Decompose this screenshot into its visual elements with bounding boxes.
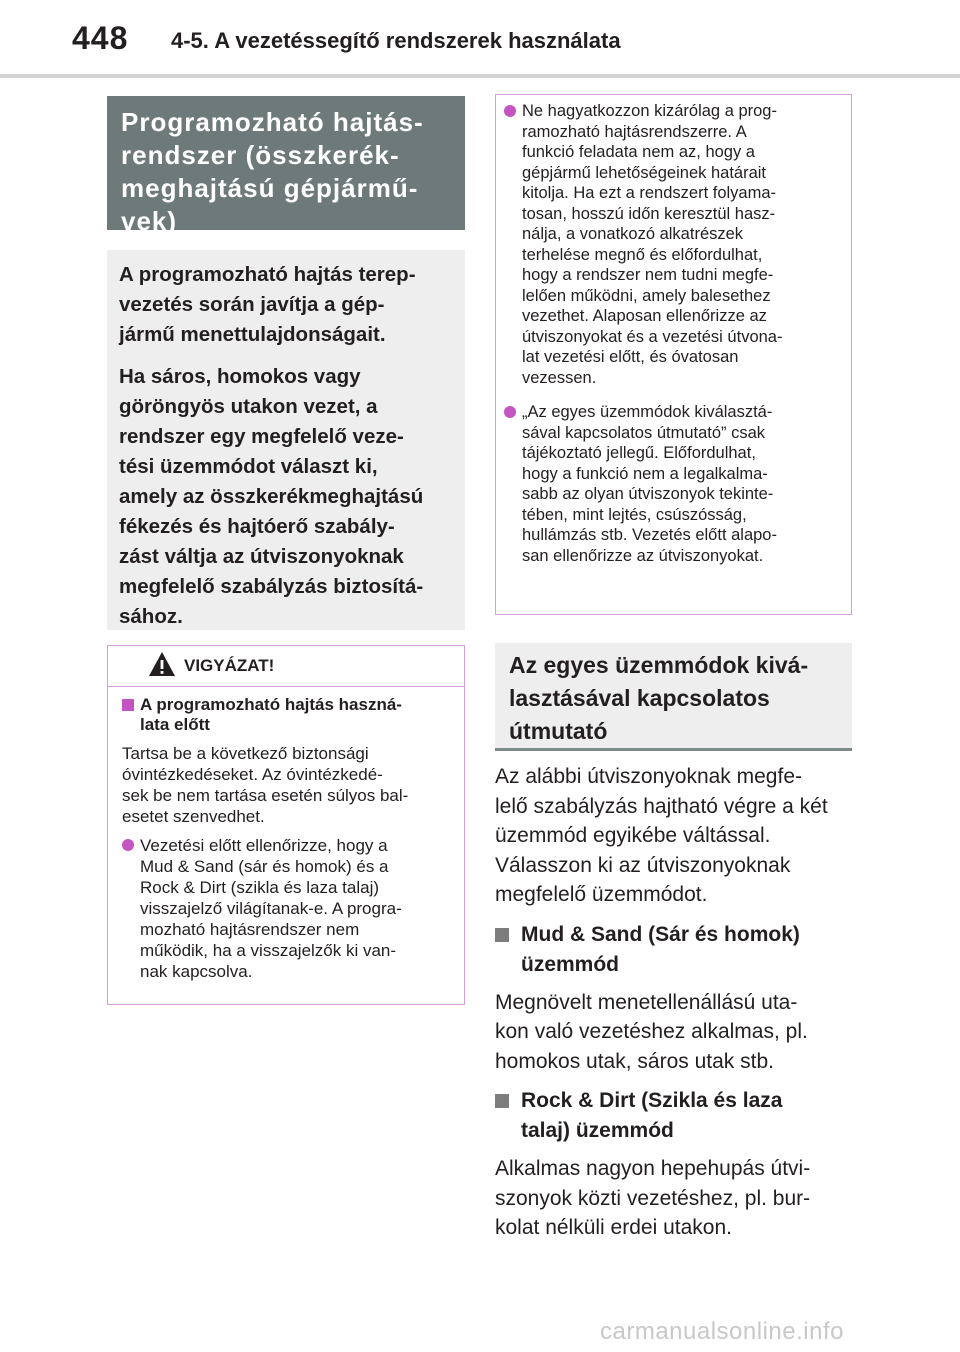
- subheading-text: [140, 695, 402, 735]
- text-line: Vezetési előtt ellenőrizze, hogy a: [140, 836, 388, 855]
- text-line: lelően működni, amely balesethez: [522, 286, 771, 305]
- mode-guide-intro: [495, 762, 852, 910]
- section-title-box: [107, 96, 465, 236]
- text-line: lata előtt: [140, 715, 210, 734]
- warning-box: [107, 645, 465, 1005]
- text-line: gépjármű lehetőségeinek határait: [522, 163, 766, 182]
- warning-header: [108, 646, 464, 687]
- text-line: Mud & Sand (Sár és homok): [521, 922, 800, 946]
- text-line: lelő szabályzás hajtható végre a két: [495, 794, 828, 818]
- text-line: megfelelő szabályzás biztosítá-: [119, 575, 424, 598]
- text-line: talaj) üzemmód: [521, 1119, 674, 1142]
- text-line: útviszonyokat és a vezetési útvona-: [522, 327, 783, 346]
- text-line: sához.: [119, 605, 183, 628]
- text-line: „Az egyes üzemmódok kiválasztá-: [522, 403, 773, 421]
- round-bullet-icon: [504, 406, 516, 418]
- text-line: vezethet. Alaposan ellenőrizze az: [522, 307, 767, 325]
- text-line: rendszer egy megfelelő veze-: [119, 425, 404, 448]
- text-line: sek be nem tartása esetén súlyos bal-: [122, 786, 409, 805]
- text-line: sával kapcsolatos útmutató” csak: [522, 423, 766, 442]
- square-bullet-icon: [122, 699, 134, 711]
- text-line: tájékoztató jellegű. Előfordulhat,: [522, 444, 756, 462]
- bullet-text: [140, 835, 402, 982]
- text-line: homokos utak, sáros utak stb.: [495, 1049, 774, 1073]
- text-line: san ellenőrizze az útviszonyokat.: [522, 546, 764, 565]
- mode-description-rock-dirt: [495, 1154, 852, 1243]
- text-line: megfelelő üzemmódot.: [495, 883, 708, 906]
- round-bullet-icon: [122, 839, 134, 851]
- text-line: lat vezetési előtt, és óvatosan: [522, 348, 739, 366]
- text-line: visszajelző világítanak-e. A progra-: [140, 899, 402, 918]
- text-line: hullámzás stb. Vezetés előtt alapo-: [522, 526, 777, 544]
- section-title-line: meghajtású gépjármű-: [121, 173, 419, 203]
- text-line: tében, mint lejtés, csúszósság,: [522, 505, 747, 524]
- watermark: carmanualsonline.info: [600, 1318, 844, 1345]
- text-line: mozható hajtásrendszer nem: [140, 920, 360, 939]
- page-number: 448: [72, 20, 129, 56]
- text-line: hogy a funkció nem a legalkalma-: [522, 464, 768, 483]
- text-line: tosan, hosszú időn keresztül hasz-: [522, 204, 776, 223]
- warning-bullet: [122, 835, 450, 982]
- bullet-text: [522, 101, 782, 388]
- warning-triangle-icon: [148, 650, 176, 678]
- mode-heading-mud-sand: [495, 920, 852, 980]
- text-line: üzemmód: [521, 952, 620, 976]
- chapter-title: 4-5. A vezetéssegítő rendszerek használata: [171, 28, 621, 53]
- text-line: kolat nélküli erdei utakon.: [495, 1216, 732, 1239]
- round-bullet-icon: [504, 105, 516, 117]
- intro-box: [107, 250, 465, 630]
- text-line: nak kapcsolva.: [140, 962, 253, 981]
- mode-heading-text: [521, 920, 800, 980]
- square-bullet-icon: [495, 1094, 509, 1108]
- warning-text: [122, 743, 450, 827]
- mode-guide-title-box: [495, 643, 852, 751]
- text-line: működik, ha a visszajelzők ki van-: [140, 941, 397, 960]
- section-title-line: vek): [121, 206, 178, 236]
- header-rule: [0, 74, 960, 78]
- mode-heading-text: [521, 1086, 782, 1146]
- text-line: Az alábbi útviszonyoknak megfe-: [495, 765, 802, 788]
- text-line: Tartsa be a következő biztonsági: [122, 744, 369, 763]
- text-line: vezessen.: [522, 368, 597, 387]
- text-line: nálja, a vonatkozó alkatrészek: [522, 225, 744, 243]
- text-line: göröngyös utakon vezet, a: [119, 395, 378, 418]
- mode-guide-title-line: Az egyes üzemmódok kivá-: [509, 652, 809, 678]
- text-line: Alkalmas nagyon hepehupás útvi-: [495, 1157, 811, 1180]
- notice-box: [495, 94, 852, 615]
- intro-paragraph: [119, 362, 453, 632]
- text-line: Rock & Dirt (szikla és laza talaj): [140, 878, 380, 897]
- text-line: Válasszon ki az útviszonyoknak: [495, 853, 791, 877]
- intro-paragraph: [119, 260, 453, 350]
- text-line: vezetés során javítja a gép-: [119, 293, 385, 316]
- text-line: hogy a rendszer nem tudni megfe-: [522, 266, 774, 284]
- text-line: A programozható hajtás terep-: [119, 263, 416, 286]
- warning-title: VIGYÁZAT!: [184, 656, 275, 675]
- text-line: jármű menettulajdonságait.: [119, 323, 386, 346]
- text-line: kitolja. Ha ezt a rendszert folyama-: [522, 184, 777, 202]
- text-line: Ha sáros, homokos vagy: [119, 365, 361, 388]
- warning-body: [108, 687, 464, 982]
- text-line: esetet szenvedhet.: [122, 807, 265, 826]
- text-line: terhelése megnő és előfordulhat,: [522, 245, 763, 264]
- section-title-line: Programozható hajtás-: [121, 107, 424, 137]
- section-title-line: rendszer (összkerék-: [121, 140, 400, 170]
- text-line: ramozható hajtásrendszerre. A: [522, 122, 747, 141]
- text-line: Mud & Sand (sár és homok) és a: [140, 857, 389, 876]
- text-line: Ne hagyatkozzon kizárólag a prog-: [522, 102, 777, 120]
- mode-guide-title-line: lasztásával kapcsolatos: [509, 685, 770, 711]
- text-line: tési üzemmódot választ ki,: [119, 455, 378, 478]
- notice-bullet: [504, 101, 841, 388]
- text-line: amely az összkerékmeghajtású: [119, 485, 424, 508]
- mode-guide-title-line: útmutató: [509, 718, 608, 744]
- warning-subheading: [122, 695, 450, 735]
- mode-heading-rock-dirt: [495, 1086, 852, 1146]
- text-line: üzemmód egyikébe váltással.: [495, 824, 771, 847]
- square-bullet-icon: [495, 928, 509, 942]
- text-line: fékezés és hajtóerő szabály-: [119, 515, 395, 538]
- bullet-text: [522, 402, 777, 566]
- text-line: Megnövelt menetellenállású uta-: [495, 990, 798, 1014]
- mode-description-mud-sand: [495, 988, 852, 1077]
- text-line: funkció feladata nem az, hogy a: [522, 143, 755, 161]
- text-line: A programozható hajtás haszná-: [140, 695, 402, 714]
- text-line: óvintézkedéseket. Az óvintézkedé-: [122, 765, 383, 784]
- text-line: szonyok közti vezetéshez, pl. bur-: [495, 1186, 811, 1210]
- notice-bullet: [504, 402, 841, 566]
- text-line: Rock & Dirt (Szikla és laza: [521, 1089, 783, 1112]
- text-line: kon való vezetéshez alkalmas, pl.: [495, 1020, 808, 1043]
- page-header: [0, 0, 960, 80]
- text-line: zást váltja az útviszonyoknak: [119, 545, 404, 568]
- text-line: sabb az olyan útviszonyok tekinte-: [522, 485, 774, 503]
- mode-guide-body: [495, 762, 852, 1253]
